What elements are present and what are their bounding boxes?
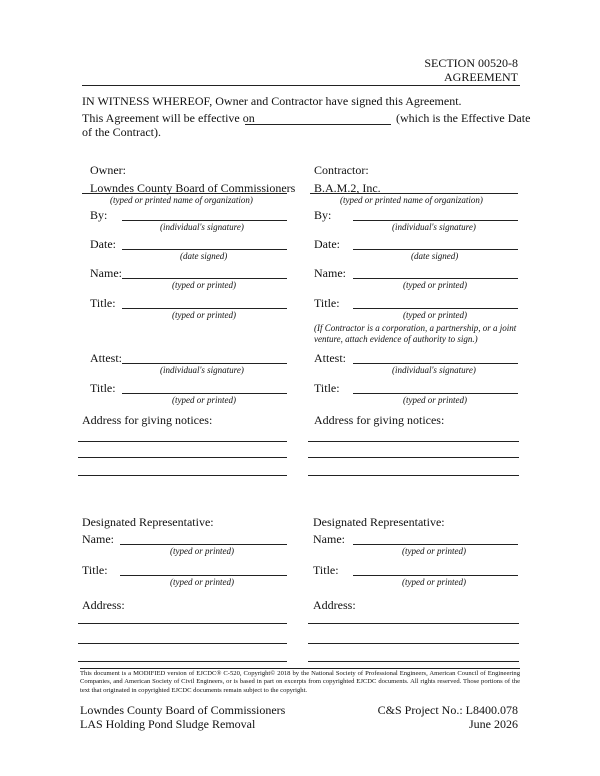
owner-rep-heading: Designated Representative: [82,515,214,529]
contractor-title2-label: Title: [314,381,340,395]
owner-org-line[interactable] [82,193,287,194]
owner-address-label: Address for giving notices: [82,413,213,427]
owner-rep-name-caption: (typed or printed) [170,546,234,556]
contractor-attest-caption: (individual's signature) [392,365,476,375]
contractor-by-label: By: [314,208,332,222]
owner-by-caption: (individual's signature) [160,222,244,232]
contractor-name-field[interactable] [353,278,518,279]
contractor-address-label: Address for giving notices: [314,413,445,427]
owner-title2-field[interactable] [122,393,287,394]
contractor-name-caption: (typed or printed) [403,280,467,290]
footer-date: June 2026 [469,717,518,731]
contractor-rep-heading: Designated Representative: [313,515,445,529]
owner-name-label: Name: [90,266,122,280]
contractor-date-field[interactable] [353,249,518,250]
contractor-date-caption: (date signed) [411,251,459,261]
copyright-notice: This document is a MODIFIED version of EJCDC® C-520, Copyright© 2018 by the National Society of Professional Engineers, American Council of Engineering Companies, and American Society of Civil Engineers, or is based in part on excerpts from copyrighted EJCDC documents. All rights reserved. Those portions of the text that originated in copyrighted EJCDC documents remain subject to the copyright. [80,670,520,694]
owner-rep-name-field[interactable] [120,544,287,545]
owner-title-field[interactable] [122,308,287,309]
contractor-org-caption: (typed or printed name of organization) [340,195,483,205]
contractor-rep-name-field[interactable] [353,544,518,545]
owner-rep-address-label: Address: [82,598,125,612]
contractor-org-name: B.A.M.2, Inc. [314,181,381,195]
contractor-rep-address-line-3[interactable] [308,661,519,662]
owner-address-line-2[interactable] [78,457,287,458]
contractor-rep-address-line-2[interactable] [308,643,519,644]
owner-name-field[interactable] [122,278,287,279]
contractor-attest-field[interactable] [353,363,518,364]
effective-date-field[interactable] [245,124,391,125]
contractor-address-line-3[interactable] [308,475,519,476]
owner-address-line-3[interactable] [78,475,287,476]
owner-rep-name-label: Name: [82,532,114,546]
footer-rule [80,668,520,669]
contractor-org-line[interactable] [310,193,518,194]
contractor-name-label: Name: [314,266,346,280]
contractor-rep-name-label: Name: [313,532,345,546]
owner-attest-field[interactable] [122,363,287,364]
footer-owner-name: Lowndes County Board of Commissioners [80,703,286,717]
contractor-heading: Contractor: [314,163,369,177]
footer-project-number: C&S Project No.: L8400.078 [377,703,518,717]
owner-name-caption: (typed or printed) [172,280,236,290]
contractor-authority-note: (If Contractor is a corporation, a partnership, or a joint venture, attach evidence of authority to sign.) [314,323,517,344]
owner-date-field[interactable] [122,249,287,250]
owner-date-label: Date: [90,237,116,251]
contractor-rep-title-caption: (typed or printed) [402,577,466,587]
owner-rep-address-line-1[interactable] [78,623,287,624]
owner-org-name: Lowndes County Board of Commissioners [90,181,296,195]
contractor-address-line-1[interactable] [308,441,519,442]
owner-heading: Owner: [90,163,126,177]
contractor-address-line-2[interactable] [308,457,519,458]
effective-date-prefix: This Agreement will be effective on [82,111,255,125]
effective-date-line2: of the Contract). [82,125,161,139]
owner-org-caption: (typed or printed name of organization) [110,195,253,205]
header-rule [82,85,520,86]
owner-rep-address-line-2[interactable] [78,643,287,644]
contractor-rep-title-label: Title: [313,563,339,577]
owner-attest-label: Attest: [90,351,122,365]
owner-rep-title-caption: (typed or printed) [170,577,234,587]
owner-rep-title-label: Title: [82,563,108,577]
effective-date-suffix: (which is the Effective Date [396,111,531,125]
owner-signature-field[interactable] [122,220,287,221]
owner-rep-title-field[interactable] [120,575,287,576]
owner-title2-label: Title: [90,381,116,395]
document-title: AGREEMENT [444,70,518,84]
owner-date-caption: (date signed) [180,251,228,261]
contractor-rep-name-caption: (typed or printed) [402,546,466,556]
contractor-date-label: Date: [314,237,340,251]
contractor-rep-address-line-1[interactable] [308,623,519,624]
contractor-attest-label: Attest: [314,351,346,365]
owner-address-line-1[interactable] [78,441,287,442]
contractor-title-caption: (typed or printed) [403,310,467,320]
contractor-signature-field[interactable] [353,220,518,221]
owner-title-label: Title: [90,296,116,310]
contractor-rep-title-field[interactable] [353,575,518,576]
contractor-title2-caption: (typed or printed) [403,395,467,405]
owner-title-caption: (typed or printed) [172,310,236,320]
owner-attest-caption: (individual's signature) [160,365,244,375]
contractor-rep-address-label: Address: [313,598,356,612]
contractor-title-label: Title: [314,296,340,310]
section-number: SECTION 00520-8 [424,56,518,70]
owner-title2-caption: (typed or printed) [172,395,236,405]
contractor-title-field[interactable] [353,308,518,309]
contractor-by-caption: (individual's signature) [392,222,476,232]
owner-rep-address-line-3[interactable] [78,661,287,662]
contractor-title2-field[interactable] [353,393,518,394]
owner-by-label: By: [90,208,108,222]
footer-project-name: LAS Holding Pond Sludge Removal [80,717,256,731]
witness-statement: IN WITNESS WHEREOF, Owner and Contractor have signed this Agreement. [82,94,462,108]
